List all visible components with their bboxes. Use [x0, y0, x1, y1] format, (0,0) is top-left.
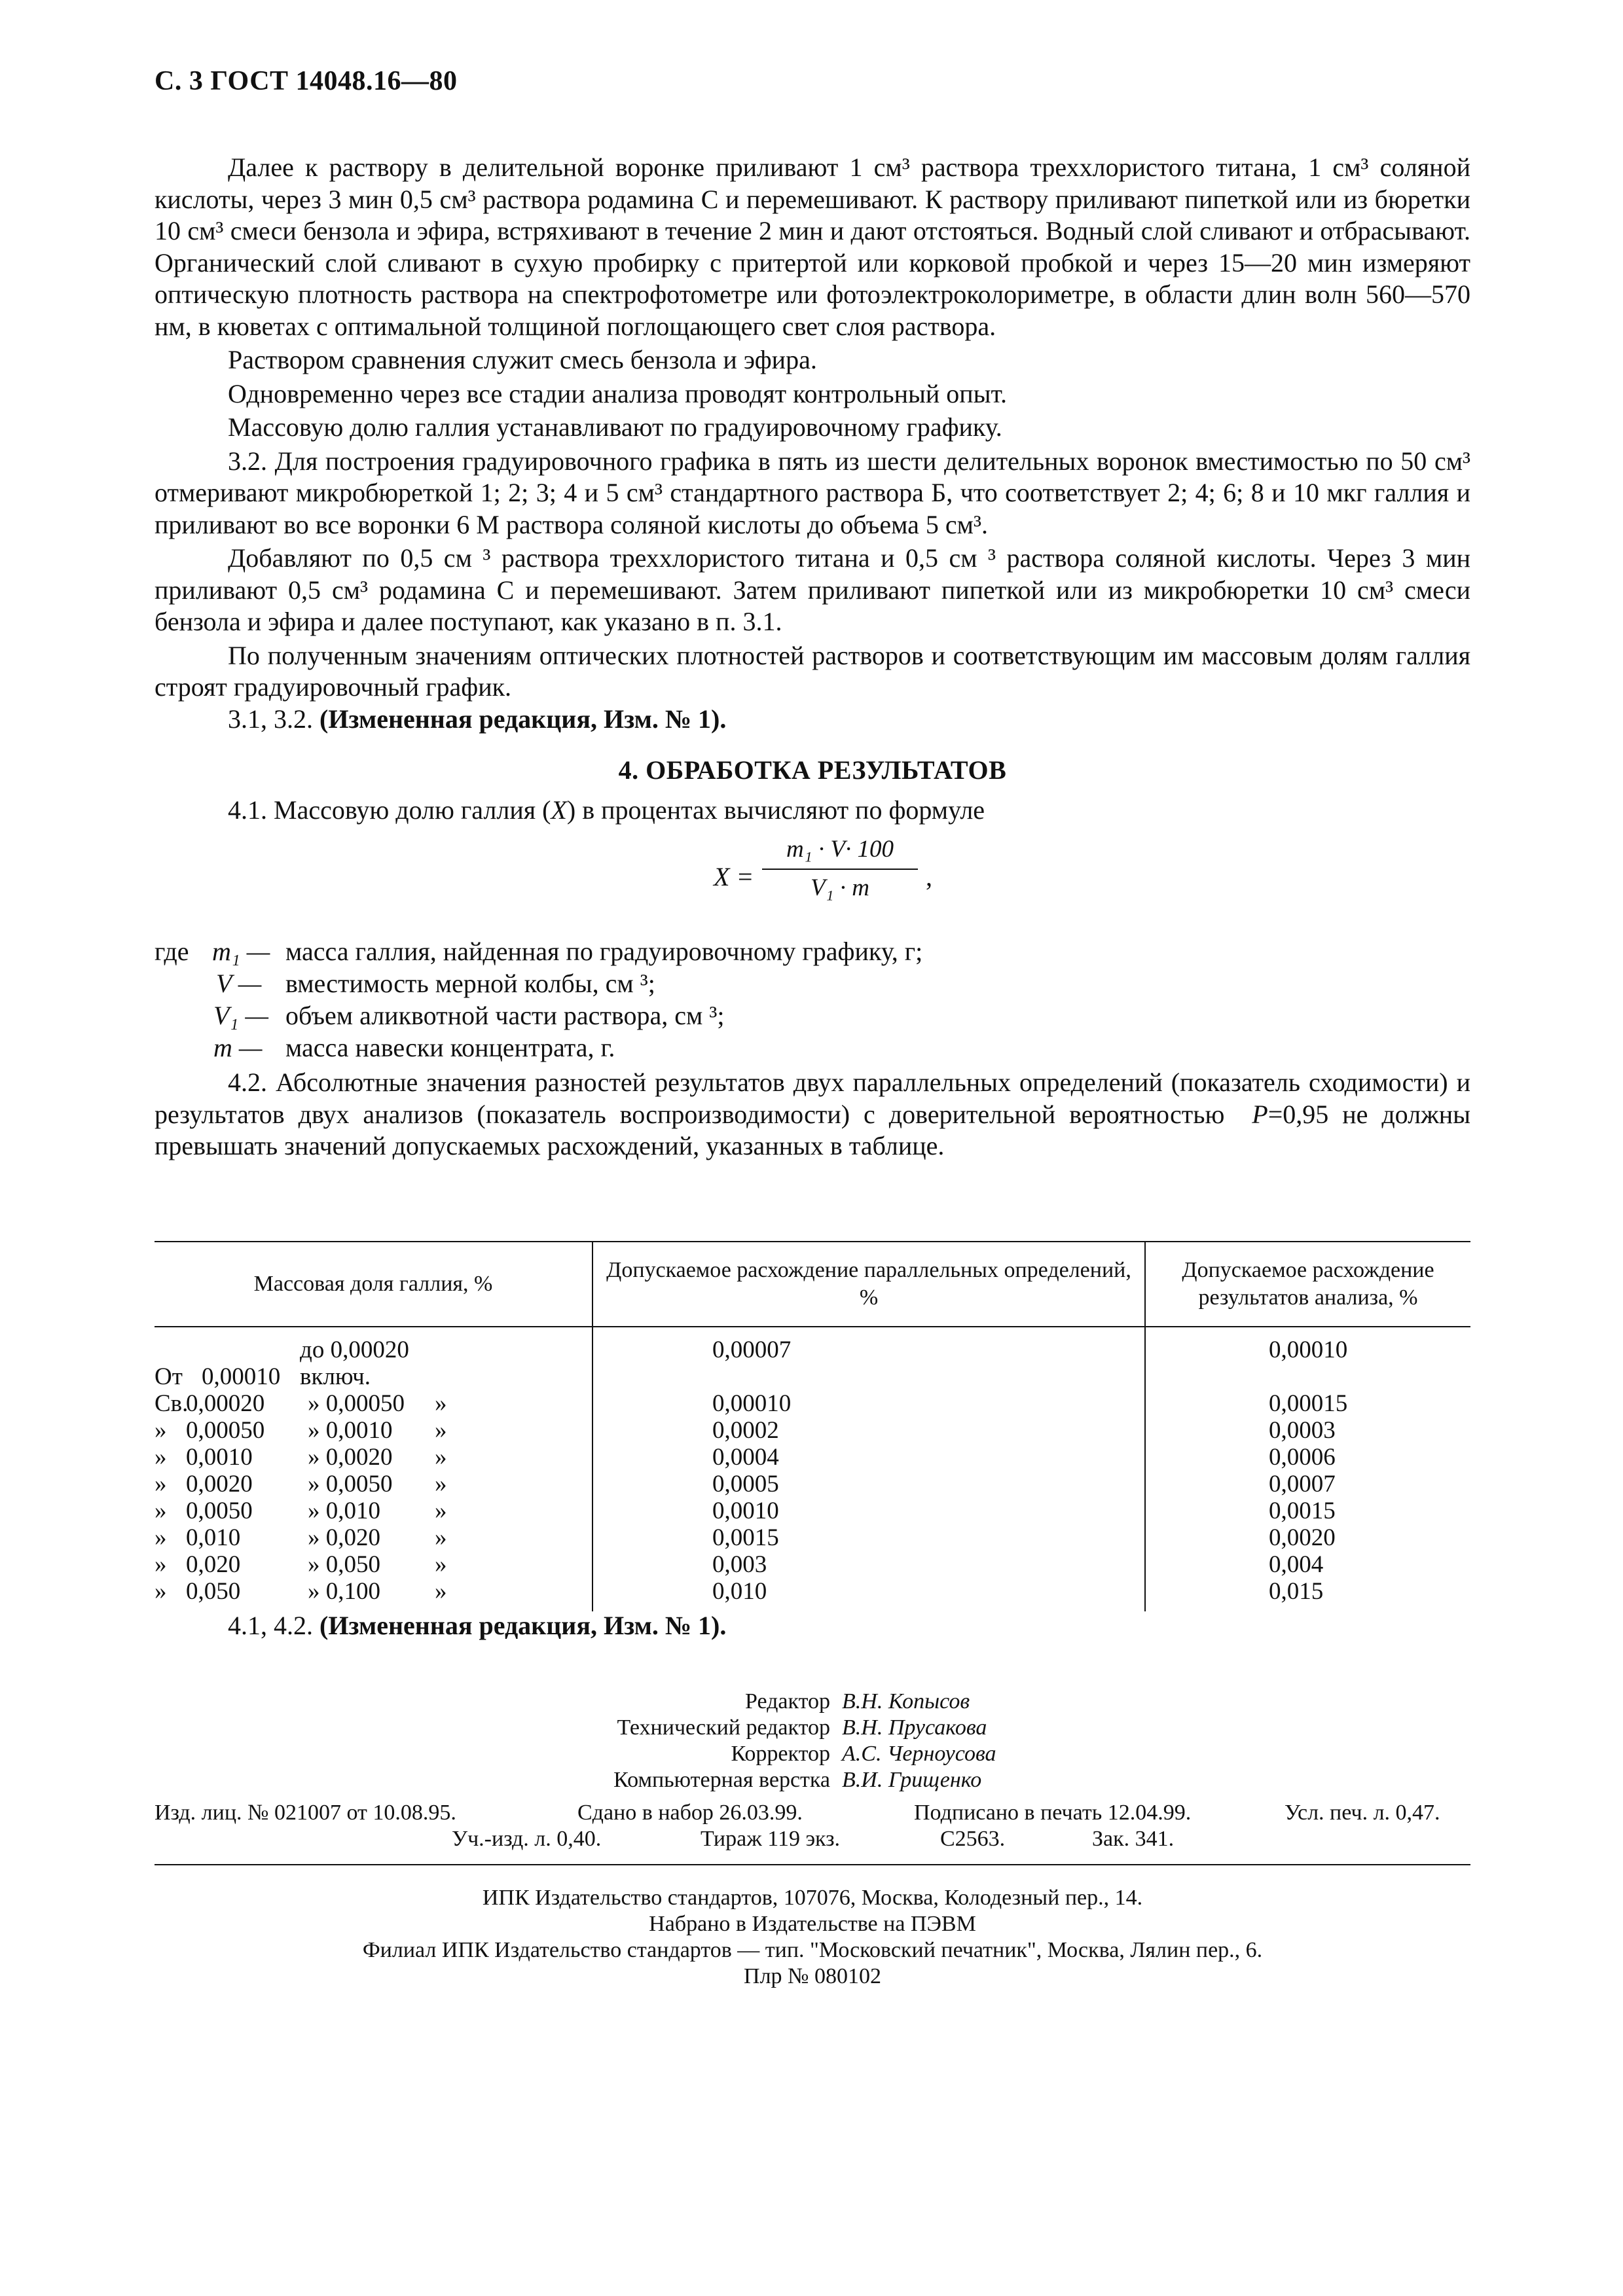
table-row	[155, 1417, 1470, 1444]
imprint-rule	[155, 1864, 1470, 1865]
paragraph-3: Одновременно через все стадии анализа проводят контрольный опыт.	[228, 378, 1008, 408]
credit-row	[589, 1767, 996, 1793]
cell-parallel-tolerance: 0,010	[593, 1578, 1145, 1611]
range-part: » 0,050	[308, 1551, 380, 1578]
definition-row	[155, 968, 1470, 1000]
amendment-1-prefix: 3.1, 3.2.	[228, 704, 313, 734]
formula-lhs: X =	[714, 862, 754, 891]
table-header-row	[155, 1242, 1470, 1327]
definition-row	[155, 1032, 1470, 1064]
imprint-print-sheets: Усл. печ. л. 0,47.	[1285, 1801, 1440, 1825]
range-part: »	[435, 1390, 447, 1417]
imprint-signed: Подписано в печать 12.04.99.	[914, 1801, 1192, 1825]
range-part: » 0,0020	[308, 1444, 393, 1471]
range-part: 0,020	[186, 1551, 241, 1578]
cell-parallel-tolerance: 0,003	[593, 1551, 1145, 1578]
range-part: 0,00010	[202, 1363, 281, 1390]
range-part: »	[435, 1498, 447, 1524]
imprint-license: Изд. лиц. № 021007 от 10.08.95.	[155, 1801, 456, 1825]
cell-analysis-tolerance: 0,004	[1145, 1551, 1470, 1578]
credit-name: В.И. Грищенко	[842, 1768, 982, 1792]
cell-mass-fraction	[155, 1390, 593, 1417]
cell-mass-fraction	[155, 1471, 593, 1498]
table-row	[155, 1327, 1470, 1390]
cell-parallel-tolerance: 0,00007	[593, 1327, 1145, 1390]
definition-text: вместимость мерной колбы, см ³;	[285, 969, 655, 998]
publisher-block	[155, 1885, 1470, 1990]
cell-analysis-tolerance: 0,0006	[1145, 1444, 1470, 1471]
paragraph-4-2	[155, 1067, 1470, 1162]
range-part: 0,050	[186, 1578, 241, 1605]
range-part: » 0,100	[308, 1578, 380, 1605]
range-part: 0,0010	[186, 1444, 253, 1471]
imprint-block	[155, 1800, 1470, 1852]
section-title: 4. ОБРАБОТКА РЕЗУЛЬТАТОВ	[618, 755, 1007, 785]
paragraph-2: Раствором сравнения служит смесь бензола и эфира.	[228, 345, 817, 374]
range-part: »	[435, 1524, 447, 1551]
cell-mass-fraction	[155, 1551, 593, 1578]
range-part: »	[435, 1444, 447, 1471]
amendment-note-2	[228, 1610, 726, 1641]
publisher-line: Филиал ИПК Издательство стандартов — тип. "Московский печатник", Москва, Лялин пер., 6.	[362, 1938, 1263, 1962]
range-part: » 0,0050	[308, 1471, 393, 1498]
paragraph-1: Далее к раствору в делительной воронке приливают 1 см³ раствора треххлористого титана, 1 см³ соляной кислоты, через 3 мин 0,5 см³ раствора родамина С и перемешивают. К раствору приливают пипеткой или из бюретки 10 см³ смеси бензола и эфира, встряхивают в течение 2 мин и дают отстояться. Водный слой сливают и отбрасывают. Органический слой сливают в сухую пробирку с притертой или корковой пробкой и через 15—20 мин измеряют оптическую плотность раствора на спектрофотометре или фотоэлектроколориметре, в области длин волн 560—570 нм, в кюветах с оптимальной толщиной поглощающего свет слоя раствора.	[155, 152, 1470, 341]
table-row	[155, 1471, 1470, 1498]
credit-row	[589, 1715, 996, 1741]
imprint-pub-sheets: Уч.-изд. л. 0,40.	[452, 1827, 602, 1851]
cell-analysis-tolerance: 0,0020	[1145, 1524, 1470, 1551]
cell-parallel-tolerance: 0,0005	[593, 1471, 1145, 1498]
cell-mass-fraction	[155, 1417, 593, 1444]
imprint-typeset: Сдано в набор 26.03.99.	[577, 1801, 803, 1825]
range-part: 0,00050	[186, 1417, 265, 1444]
paragraph-4-1	[155, 795, 1470, 827]
credit-role: Редактор	[745, 1689, 830, 1713]
range-part: »	[435, 1578, 447, 1605]
credit-name: В.Н. Прусакова	[842, 1715, 987, 1740]
imprint-run: Тираж 119 экз.	[701, 1827, 841, 1851]
range-part: 0,010	[186, 1524, 241, 1551]
cell-analysis-tolerance: 0,00010	[1145, 1327, 1470, 1390]
paragraph-7: По полученным значениям оптических плотностей растворов и соответствующим им массовым долям галлия строят градуировочный график.	[155, 640, 1470, 702]
cell-mass-fraction	[155, 1444, 593, 1471]
range-part: Св.	[155, 1390, 189, 1417]
p41-text-a: 4.1. Массовую долю галлия (	[228, 795, 551, 825]
definition-row	[155, 936, 1470, 968]
page-header: С. 3 ГОСТ 14048.16—80	[155, 66, 458, 96]
cell-mass-fraction	[155, 1578, 593, 1611]
cell-parallel-tolerance: 0,0015	[593, 1524, 1145, 1551]
imprint-line-2	[155, 1826, 1470, 1852]
credit-row	[589, 1741, 996, 1767]
publisher-line: ИПК Издательство стандартов, 107076, Москва, Колодезный пер., 14.	[482, 1886, 1143, 1910]
table-row	[155, 1498, 1470, 1524]
imprint-line-1	[155, 1800, 1470, 1826]
cell-parallel-tolerance: 0,0004	[593, 1444, 1145, 1471]
column-header-analysis: Допускаемое расхождение результатов анализа, %	[1145, 1242, 1470, 1327]
cell-parallel-tolerance: 0,00010	[593, 1390, 1145, 1417]
definition-text: масса галлия, найденная по градуировочному графику, г;	[285, 937, 923, 966]
amendment-2-prefix: 4.1, 4.2.	[228, 1611, 313, 1640]
table-row	[155, 1551, 1470, 1578]
paragraph-6: Добавляют по 0,5 см ³ раствора треххлористого титана и 0,5 см ³ раствора соляной кислоты. Через 3 мин приливают 0,5 см³ родамина С и перемешивают. Затем приливают пипеткой или из микробюретки 10 см³ смеси бензола и эфира и далее поступают, как указано в п. 3.1.	[155, 543, 1470, 636]
credit-role: Компьютерная верстка	[613, 1768, 830, 1792]
cell-analysis-tolerance: 0,015	[1145, 1578, 1470, 1611]
definition-text: объем аликвотной части раствора, см ³;	[285, 1001, 725, 1030]
cell-mass-fraction	[155, 1327, 593, 1390]
p42-text-a: 4.2. Абсолютные значения разностей результатов двух параллельных определений (показатель сходимости) и результатов двух анализов (показатель воспроизводимости) с доверительной вероятностью	[155, 1067, 1470, 1129]
definition-symbol: V₁ —	[213, 1001, 268, 1030]
range-part: » 0,020	[308, 1524, 380, 1551]
paragraph-4: Массовую долю галлия устанавливают по градуировочному графику.	[228, 412, 1002, 442]
range-part: до 0,00020 включ.	[300, 1336, 409, 1390]
publisher-line: Плр № 080102	[744, 1964, 881, 1988]
formula	[155, 830, 1470, 928]
column-header-mass-fraction: Массовая доля галлия, %	[155, 1242, 593, 1327]
column-header-parallel: Допускаемое расхождение параллельных определений, %	[593, 1242, 1145, 1327]
formula-fraction	[758, 834, 922, 904]
definition-row	[155, 1000, 1470, 1032]
range-part: 0,0020	[186, 1471, 253, 1498]
range-part: »	[155, 1471, 167, 1498]
range-part: »	[435, 1471, 447, 1498]
definition-symbol: V —	[216, 969, 262, 998]
definition-symbol: m₁ —	[212, 937, 270, 966]
cell-analysis-tolerance: 0,0003	[1145, 1417, 1470, 1444]
p42-variable: P	[1252, 1099, 1268, 1129]
table-row	[155, 1578, 1470, 1611]
formula-denominator: V₁ · m	[811, 874, 869, 901]
imprint-order: Зак. 341.	[1092, 1827, 1175, 1851]
p41-text-b: ) в процентах вычисляют по формуле	[566, 795, 985, 825]
definition-symbol: m —	[213, 1033, 263, 1062]
credit-row	[589, 1689, 996, 1715]
range-part: »	[435, 1551, 447, 1578]
cell-analysis-tolerance: 0,00015	[1145, 1390, 1470, 1417]
p41-variable: X	[551, 795, 567, 825]
range-part: »	[435, 1417, 447, 1444]
cell-mass-fraction	[155, 1524, 593, 1551]
paragraph-3-2: 3.2. Для построения градуировочного графика в пять из шести делительных воронок вместимостью по 50 см³ отмеривают микробюреткой 1; 2; 3; 4 и 5 см³ стандартного раствора Б, что соответствует 2; 4; 6; 8 и 10 мкг галлия и приливают во все воронки 6 М раствора соляной кислоты до объема 5 см³.	[155, 446, 1470, 539]
imprint-code: С2563.	[940, 1827, 1006, 1851]
editorial-credits	[589, 1689, 996, 1793]
amendment-1-text: (Измененная редакция, Изм. № 1).	[319, 704, 727, 734]
amendment-2-text: (Измененная редакция, Изм. № 1).	[319, 1611, 727, 1640]
cell-parallel-tolerance: 0,0010	[593, 1498, 1145, 1524]
credit-name: В.Н. Копысов	[842, 1689, 970, 1713]
range-part: »	[155, 1417, 167, 1444]
range-part: »	[155, 1524, 167, 1551]
range-part: »	[155, 1551, 167, 1578]
range-part: 0,0050	[186, 1498, 253, 1524]
cell-parallel-tolerance: 0,0002	[593, 1417, 1145, 1444]
publisher-line: Набрано в Издательстве на ПЭВМ	[649, 1912, 976, 1936]
range-part: » 0,010	[308, 1498, 380, 1524]
formula-numerator: m₁ · V· 100	[786, 836, 894, 863]
credit-role: Технический редактор	[617, 1715, 830, 1740]
range-part: »	[155, 1498, 167, 1524]
credit-name: А.С. Черноусова	[842, 1742, 996, 1766]
range-part: » 0,0010	[308, 1417, 393, 1444]
cell-analysis-tolerance: 0,0007	[1145, 1471, 1470, 1498]
amendment-note-1	[155, 704, 1470, 736]
definition-lead: где	[155, 937, 189, 966]
body-text	[155, 152, 1470, 1162]
range-part: »	[155, 1578, 167, 1605]
cell-analysis-tolerance: 0,0015	[1145, 1498, 1470, 1524]
range-part: » 0,00050	[308, 1390, 405, 1417]
definition-text: масса навески концентрата, г.	[285, 1033, 615, 1062]
credit-role: Корректор	[731, 1742, 830, 1766]
table-row	[155, 1524, 1470, 1551]
table-row	[155, 1390, 1470, 1417]
range-part: 0,00020	[186, 1390, 265, 1417]
variable-definitions	[155, 936, 1470, 1064]
tolerance-table	[155, 1241, 1470, 1611]
p42-text-b: =0,95 не должны превышать значений допускаемых расхождений, указанных в таблице.	[155, 1099, 1471, 1160]
table-body	[155, 1327, 1470, 1611]
cell-mass-fraction	[155, 1498, 593, 1524]
formula-comma: ,	[926, 862, 932, 891]
range-part: »	[155, 1444, 167, 1471]
table-row	[155, 1444, 1470, 1471]
range-part: От	[155, 1363, 183, 1390]
